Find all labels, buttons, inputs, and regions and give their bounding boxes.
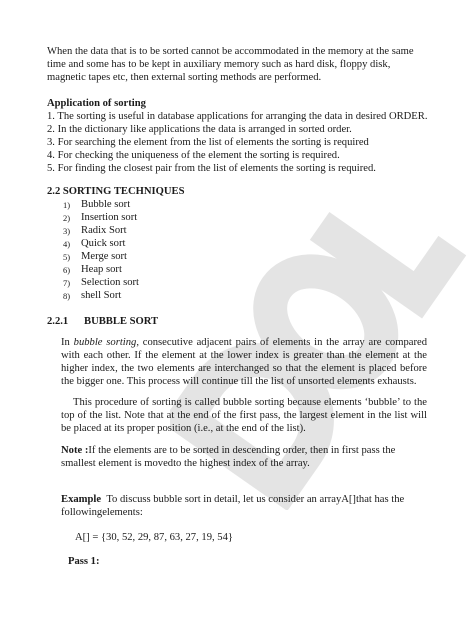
pass-label: Pass 1:	[68, 556, 100, 567]
application-item: 1. The sorting is useful in database applications for arranging the data in desired ORDER.	[47, 111, 428, 122]
intro-line-3: magnetic tapes etc, then external sorting methods are performed.	[47, 72, 322, 83]
technique-item: Bubble sort	[81, 199, 131, 210]
bubble-paragraph-1: In bubble sorting, consecutive adjacent pairs of elements in the array are compared with each other. If the element at the lower index is greater than the element at the higher index, the two elements are interchanged so that the element is placed before the bigger one. This process will continue till the list of unsorted elements exhausts.	[61, 337, 427, 387]
application-item: 3. For searching the element from the list of elements the sorting is required	[47, 137, 369, 148]
technique-number: 1)	[63, 200, 71, 210]
note-line-2: smallest element is movedto the highest index of the array.	[61, 458, 310, 469]
intro-line-2: time and some has to be kept in auxiliary memory such as hard disk, floppy disk,	[47, 59, 391, 70]
technique-number: 8)	[63, 291, 71, 301]
technique-number: 5)	[63, 252, 71, 262]
technique-item: shell Sort	[81, 290, 122, 301]
example-line-1: Example To discuss bubble sort in detail, let us consider an arrayA[]that has the	[61, 494, 405, 505]
technique-number: 6)	[63, 265, 71, 275]
technique-item: Merge sort	[81, 251, 127, 262]
technique-number: 4)	[63, 239, 71, 249]
section-title: BUBBLE SORT	[84, 316, 159, 327]
array-values: A[] = {30, 52, 29, 87, 63, 27, 19, 54}	[75, 532, 233, 543]
technique-number: 7)	[63, 278, 71, 288]
technique-item: Heap sort	[81, 264, 122, 275]
intro-line-1: When the data that is to be sorted cannot be accommodated in the memory at the same	[47, 46, 414, 57]
bubble-paragraph-2: This procedure of sorting is called bubble sorting because elements ‘bubble’ to the top of the list. Note that at the end of the first pass, the largest element in the list will be placed at its proper position (i.e., at the end of the list).	[61, 397, 427, 434]
application-item: 4. For checking the uniqueness of the element the sorting is required.	[47, 150, 340, 161]
application-item: 5. For finding the closest pair from the list of elements the sorting is required.	[47, 163, 376, 174]
technique-item: Radix Sort	[81, 225, 127, 236]
technique-number: 2)	[63, 213, 71, 223]
technique-item: Insertion sort	[81, 212, 138, 223]
application-heading: Application of sorting	[47, 98, 146, 109]
example-line-2: followingelements:	[61, 507, 143, 518]
technique-number: 3)	[63, 226, 71, 236]
technique-item: Selection sort	[81, 277, 139, 288]
technique-item: Quick sort	[81, 238, 126, 249]
application-item: 2. In the dictionary like applications the data is arranged in sorted order.	[47, 124, 352, 135]
note-line-1: Note :If the elements are to be sorted in descending order, then in first pass the	[61, 445, 396, 456]
techniques-heading: 2.2 SORTING TECHNIQUES	[47, 186, 185, 197]
section-number: 2.2.1	[47, 316, 69, 327]
